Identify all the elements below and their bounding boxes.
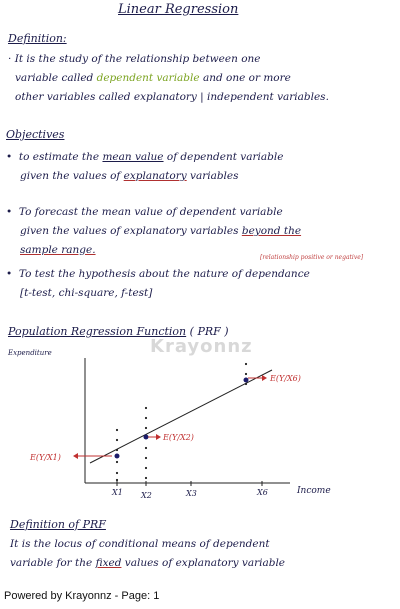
y-axis-label: Expenditure bbox=[8, 349, 52, 357]
label-e1: E(Y/X1) bbox=[30, 453, 61, 462]
tick-x1: X1 bbox=[112, 488, 123, 497]
mean-point-x2 bbox=[144, 435, 149, 440]
relationship-note: [relationship positive or negative] bbox=[260, 254, 364, 261]
definition-line-2: variable called dependent variable and one or more bbox=[15, 72, 291, 84]
tick-x6: X6 bbox=[257, 488, 268, 497]
prf-definition-line-1: It is the locus of conditional means of dependent bbox=[10, 538, 270, 550]
prf-diagram bbox=[0, 340, 400, 515]
mean-point-x1 bbox=[115, 454, 120, 459]
prf-heading-suffix: ( PRF ) bbox=[186, 325, 229, 338]
objective-item-1: • to estimate the mean value of dependent variable given the values of explanatory variables bbox=[6, 151, 284, 182]
label-e6: E(Y/X6) bbox=[270, 374, 301, 383]
arrow-head-e6 bbox=[262, 375, 267, 381]
footer: Powered by Krayonnz - Page: 1 bbox=[4, 590, 160, 602]
definition-line-3: other variables called explanatory | independent variables. bbox=[15, 91, 329, 103]
definition-block bbox=[8, 50, 329, 107]
prf-definition-line-2: variable for the fixed values of explanatory variable bbox=[10, 557, 286, 569]
page-title: Linear Regression bbox=[118, 2, 239, 17]
definition-line-1: · It is the study of the relationship between one bbox=[8, 53, 261, 65]
prf-heading-block bbox=[8, 325, 229, 338]
objective-item-3: • To test the hypothesis about the nature of dependance [t-test, chi-square, f-test] bbox=[6, 268, 310, 299]
scatter-x2 bbox=[145, 407, 147, 479]
definition-heading: Definition: bbox=[8, 32, 67, 45]
watermark: Krayonnz bbox=[150, 336, 253, 357]
tick-x2: X2 bbox=[141, 491, 152, 500]
mean-point-x6 bbox=[244, 378, 249, 383]
dependent-variable-term: dependent variable bbox=[96, 72, 200, 84]
prf-heading: Population Regression Function bbox=[8, 325, 187, 338]
tick-x3: X3 bbox=[186, 489, 197, 498]
prf-definition-block bbox=[10, 535, 285, 573]
objectives-heading: Objectives bbox=[6, 128, 65, 141]
x-axis-label: Income bbox=[297, 486, 331, 496]
prf-definition-heading: Definition of PRF bbox=[10, 518, 106, 531]
label-e2: E(Y/X2) bbox=[163, 433, 194, 442]
objective-item-2: • To forecast the mean value of dependent variable given the values of explanatory variables beyond the sample range. bbox=[6, 206, 302, 256]
arrow-head-e1 bbox=[73, 453, 78, 459]
arrow-head-e2 bbox=[156, 434, 161, 440]
